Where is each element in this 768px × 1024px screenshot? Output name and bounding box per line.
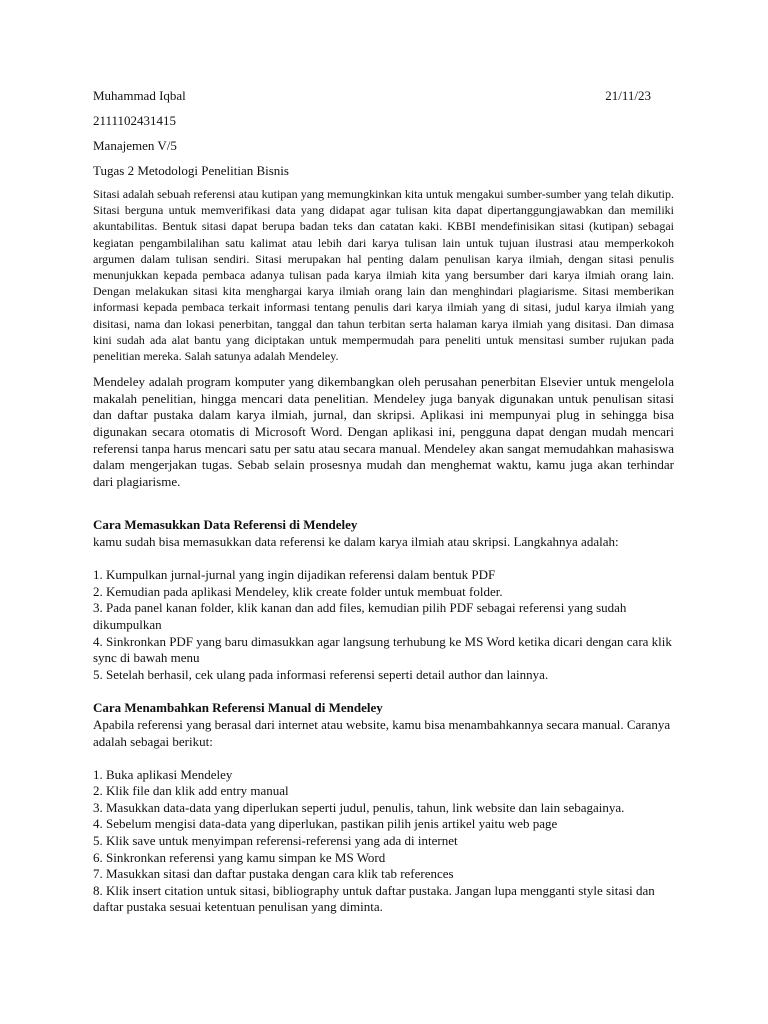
list-item: 4. Sinkronkan PDF yang baru dimasukkan agar langsung terhubung ke MS Word ketika dicari dengan cara klik sync di bawah menu <box>93 633 672 666</box>
list-item: 2. Klik file dan klik add entry manual <box>93 783 289 799</box>
list-item: 5. Setelah berhasil, cek ulang pada informasi referensi seperti detail author dan lainnya. <box>93 666 549 682</box>
section-heading: Cara Menambahkan Referensi Manual di Mendeley <box>93 700 383 716</box>
list-item: 3. Masukkan data-data yang diperlukan seperti judul, penulis, tahun, link website dan lain sebagainya. <box>93 799 625 815</box>
list-item: 5. Klik save untuk menyimpan referensi-referensi yang ada di internet <box>93 833 458 849</box>
list-item: 2. Kemudian pada aplikasi Mendeley, klik create folder untuk membuat folder. <box>93 583 503 599</box>
list-item: 1. Kumpulkan jurnal-jurnal yang ingin dijadikan referensi dalam bentuk PDF <box>93 567 496 583</box>
list-item: 7. Masukkan sitasi dan daftar pustaka dengan cara klik tab references <box>93 866 454 882</box>
student-id: 2111102431415 <box>93 113 177 128</box>
paragraph-sitasi: Sitasi adalah sebuah referensi atau kutipan yang memungkinkan kita untuk mengakui sumber-sumber yang telah dikutip. Sitasi berguna untuk memverifikasi data yang didapat agar tulisan kita dapat dipertanggungjawabkan dan memiliki akuntabilitas. Bentuk sitasi dapat berupa badan teks dan catatan kaki. KBBI mendefinisikan sitasi (kutipan) sebagai kegiatan pengambilalihan satu kalimat atau lebih dari karya tulisan lain untuk tujuan ilustrasi atau memperkokoh argumen dalam tulisan sendiri. Sitasi merupakan hal penting dalam penulisan karya ilmiah, dengan sitasi penulis menunjukkan kepada pembaca adanya tulisan pada karya ilmiah kita yang bersumber dari karya ilmiah orang lain. Dengan melakukan sitasi kita menghargai karya ilmiah orang lain dan menghindari plagiarisme. Sitasi memberikan informasi kepada pembaca terkait informasi tentang penulis dari karya ilmiah yang di sitasi, judul karya ilmiah yang disitasi, nama dan lokasi penerbitan, tanggal dan tahun terbitan serta halaman karya ilmiah yang disitasi. Dan dimasa kini sudah ada alat bantu yang diciptakan untuk mempermudah para peneliti untuk mensitasi sumber rujukan pada penelitian mereka. Salah satunya adalah Mendeley. <box>93 187 674 364</box>
assignment-title: Tugas 2 Metodologi Penelitian Bisnis <box>93 163 289 178</box>
document-date: 21/11/23 <box>605 88 651 103</box>
author-name: Muhammad Iqbal <box>93 88 186 103</box>
list-item: 6. Sinkronkan referensi yang kamu simpan ke MS Word <box>93 849 386 865</box>
paragraph-mendeley: Mendeley adalah program komputer yang dikembangkan oleh perusahan penerbitan Elsevier untuk mengelola makalah penelitian, hingga mencari data penelitian. Mendeley juga banyak digunakan untuk penulisan sitasi dan daftar pustaka dalam karya ilmiah, jurnal, dan skripsi. Aplikasi ini mempunyai plug in sehingga bisa digunakan secara otomatis di Microsoft Word. Dengan aplikasi ini, pengguna dapat dengan mudah mencari referensi tanpa harus mencari satu per satu atau secara manual. Mendeley akan sangat memudahkan mahasiswa dalam mengerjakan tugas. Sebab selain prosesnya mudah dan menghemat waktu, kamu juga akan terhindar dari plagiarisme. <box>93 374 674 489</box>
section-manual-reference <box>93 700 674 916</box>
step-list <box>93 567 674 683</box>
section-input-reference <box>93 517 674 683</box>
header-name-row <box>93 88 651 104</box>
document-body <box>93 186 674 916</box>
list-item: 3. Pada panel kanan folder, klik kanan dan add files, kemudian pilih PDF sebagai referensi yang sudah dikumpulkan <box>93 600 627 632</box>
list-item: 1. Buka aplikasi Mendeley <box>93 766 233 782</box>
study-program: Manajemen V/5 <box>93 138 177 153</box>
section-intro: Apabila referensi yang berasal dari internet atau website, kamu bisa menambahkannya secara manual. Caranya adalah sebagai berikut: <box>93 716 671 749</box>
step-list <box>93 767 674 916</box>
section-heading: Cara Memasukkan Data Referensi di Mendeley <box>93 517 358 533</box>
section-intro: kamu sudah bisa memasukkan data referensi ke dalam karya ilmiah atau skripsi. Langkahnya adalah: <box>93 533 619 549</box>
list-item: 8. Klik insert citation untuk sitasi, bibliography untuk daftar pustaka. Jangan lupa mengganti style sitasi dan daftar pustaka sesuai ketentuan penulisan yang diminta. <box>93 882 655 915</box>
list-item: 4. Sebelum mengisi data-data yang diperlukan, pastikan pilih jenis artikel yaitu web page <box>93 816 558 832</box>
